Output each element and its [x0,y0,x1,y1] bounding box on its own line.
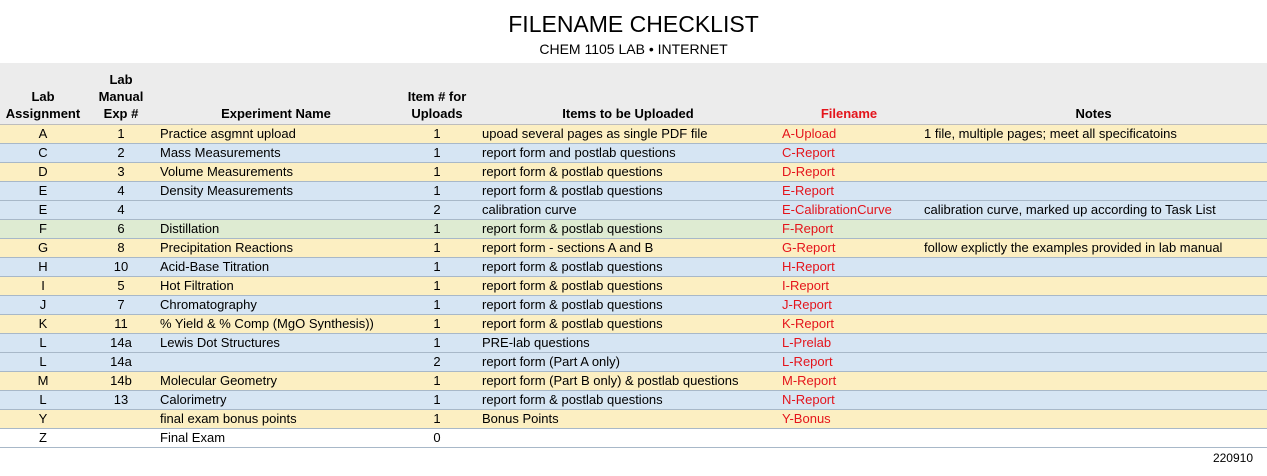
cell-lab-assignment: I [0,277,86,296]
cell-exp-number: 6 [86,220,156,239]
cell-experiment-name: Hot Filtration [156,277,396,296]
cell-exp-number: 1 [86,125,156,144]
cell-items-uploaded: report form - sections A and B [478,239,778,258]
cell-lab-assignment: G [0,239,86,258]
table-row [0,163,1267,182]
cell-experiment-name: Final Exam [156,429,396,448]
cell-notes [920,220,1267,239]
cell-exp-number: 11 [86,315,156,334]
cell-filename: L-Report [778,353,920,372]
cell-notes [920,296,1267,315]
cell-items-uploaded: PRE-lab questions [478,334,778,353]
cell-item-number: 1 [396,277,478,296]
cell-exp-number: 4 [86,201,156,220]
cell-item-number: 2 [396,201,478,220]
cell-notes: 1 file, multiple pages; meet all specificatoins [920,125,1267,144]
cell-exp-number [86,429,156,448]
table-row [0,182,1267,201]
cell-filename: F-Report [778,220,920,239]
cell-filename: H-Report [778,258,920,277]
cell-filename: I-Report [778,277,920,296]
cell-notes [920,372,1267,391]
table-row [0,334,1267,353]
cell-items-uploaded: report form (Part B only) & postlab questions [478,372,778,391]
table-row [0,125,1267,144]
cell-exp-number: 4 [86,182,156,201]
cell-experiment-name: Density Measurements [156,182,396,201]
cell-exp-number: 8 [86,239,156,258]
cell-filename: A-Upload [778,125,920,144]
cell-notes [920,353,1267,372]
table-row [0,239,1267,258]
table-header-row [0,63,1267,125]
cell-exp-number: 14a [86,353,156,372]
cell-lab-assignment: L [0,334,86,353]
cell-experiment-name: Mass Measurements [156,144,396,163]
cell-lab-assignment: F [0,220,86,239]
cell-experiment-name: Calorimetry [156,391,396,410]
cell-lab-assignment: M [0,372,86,391]
cell-items-uploaded: report form & postlab questions [478,220,778,239]
cell-lab-assignment: H [0,258,86,277]
cell-notes [920,182,1267,201]
cell-items-uploaded: report form (Part A only) [478,353,778,372]
cell-exp-number: 14b [86,372,156,391]
cell-experiment-name [156,353,396,372]
cell-notes [920,334,1267,353]
cell-items-uploaded: report form & postlab questions [478,315,778,334]
cell-experiment-name: Lewis Dot Structures [156,334,396,353]
cell-items-uploaded: upoad several pages as single PDF file [478,125,778,144]
cell-items-uploaded: Bonus Points [478,410,778,429]
cell-filename: D-Report [778,163,920,182]
cell-item-number: 1 [396,239,478,258]
cell-experiment-name: Volume Measurements [156,163,396,182]
cell-exp-number: 3 [86,163,156,182]
cell-experiment-name: Acid-Base Titration [156,258,396,277]
cell-exp-number: 10 [86,258,156,277]
cell-filename: Y-Bonus [778,410,920,429]
cell-items-uploaded: calibration curve [478,201,778,220]
cell-notes [920,315,1267,334]
table-row [0,277,1267,296]
cell-lab-assignment: L [0,391,86,410]
cell-items-uploaded: report form & postlab questions [478,182,778,201]
cell-lab-assignment: L [0,353,86,372]
cell-lab-assignment: D [0,163,86,182]
cell-filename: L-Prelab [778,334,920,353]
cell-item-number: 1 [396,258,478,277]
page-subtitle: CHEM 1105 LAB • INTERNET [539,41,728,57]
cell-exp-number [86,410,156,429]
col-header-notes: Notes [920,63,1267,125]
cell-notes: calibration curve, marked up according to Task List [920,201,1267,220]
cell-item-number: 1 [396,125,478,144]
cell-lab-assignment: C [0,144,86,163]
cell-experiment-name [156,201,396,220]
table-row [0,391,1267,410]
table-row [0,429,1267,448]
cell-lab-assignment: J [0,296,86,315]
cell-notes [920,163,1267,182]
cell-lab-assignment: K [0,315,86,334]
cell-item-number: 1 [396,163,478,182]
cell-notes [920,144,1267,163]
cell-lab-assignment: E [0,201,86,220]
cell-items-uploaded: report form & postlab questions [478,277,778,296]
cell-items-uploaded: report form and postlab questions [478,144,778,163]
cell-filename: C-Report [778,144,920,163]
cell-exp-number: 2 [86,144,156,163]
cell-notes [920,429,1267,448]
table-body [0,125,1267,448]
cell-items-uploaded: report form & postlab questions [478,258,778,277]
cell-exp-number: 14a [86,334,156,353]
cell-items-uploaded [478,429,778,448]
cell-notes [920,391,1267,410]
cell-items-uploaded: report form & postlab questions [478,296,778,315]
cell-item-number: 1 [396,410,478,429]
cell-item-number: 1 [396,315,478,334]
cell-notes [920,258,1267,277]
cell-items-uploaded: report form & postlab questions [478,163,778,182]
cell-filename: E-Report [778,182,920,201]
cell-experiment-name: Precipitation Reactions [156,239,396,258]
cell-experiment-name: % Yield & % Comp (MgO Synthesis)) [156,315,396,334]
cell-notes [920,277,1267,296]
cell-experiment-name: Molecular Geometry [156,372,396,391]
col-header-filename: Filename [778,63,920,125]
cell-filename: G-Report [778,239,920,258]
cell-item-number: 1 [396,391,478,410]
cell-filename: K-Report [778,315,920,334]
table-row [0,372,1267,391]
cell-experiment-name: Distillation [156,220,396,239]
cell-item-number: 2 [396,353,478,372]
cell-item-number: 1 [396,372,478,391]
cell-filename: J-Report [778,296,920,315]
cell-item-number: 1 [396,182,478,201]
cell-filename: E-CalibrationCurve [778,201,920,220]
cell-item-number: 1 [396,334,478,353]
table-row [0,296,1267,315]
cell-filename: N-Report [778,391,920,410]
filename-checklist-table [0,63,1267,448]
page-title: FILENAME CHECKLIST [508,11,759,37]
cell-lab-assignment: Y [0,410,86,429]
cell-item-number: 1 [396,220,478,239]
table-row [0,258,1267,277]
table-row [0,353,1267,372]
cell-notes: follow explictly the examples provided in lab manual [920,239,1267,258]
table-row [0,201,1267,220]
cell-exp-number: 7 [86,296,156,315]
col-header-exp-number: Lab Manual Exp # [86,63,156,125]
cell-item-number: 1 [396,144,478,163]
cell-item-number: 0 [396,429,478,448]
cell-lab-assignment: E [0,182,86,201]
cell-lab-assignment: A [0,125,86,144]
cell-items-uploaded: report form & postlab questions [478,391,778,410]
table-row [0,410,1267,429]
cell-item-number: 1 [396,296,478,315]
cell-experiment-name: Practice asgmnt upload [156,125,396,144]
table-row [0,315,1267,334]
cell-notes [920,410,1267,429]
cell-experiment-name: Chromatography [156,296,396,315]
table-row [0,220,1267,239]
col-header-items-uploaded: Items to be Uploaded [478,63,778,125]
col-header-experiment-name: Experiment Name [156,63,396,125]
document-code: 220910 [1212,451,1253,465]
col-header-lab-assignment: Lab Assignment [0,63,86,125]
cell-exp-number: 5 [86,277,156,296]
cell-exp-number: 13 [86,391,156,410]
cell-experiment-name: final exam bonus points [156,410,396,429]
cell-filename [778,429,920,448]
table-row [0,144,1267,163]
cell-filename: M-Report [778,372,920,391]
col-header-item-number: Item # for Uploads [396,63,478,125]
cell-lab-assignment: Z [0,429,86,448]
